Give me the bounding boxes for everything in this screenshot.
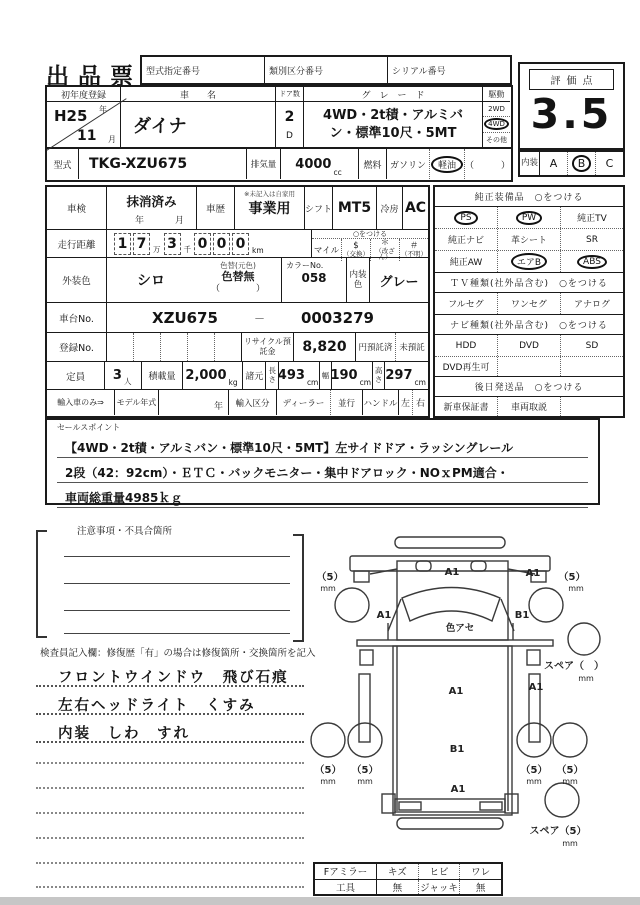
reg-year: H25: [54, 107, 88, 125]
mark-body-lower: B1: [449, 744, 465, 755]
ship-manual: 車両取説: [498, 397, 561, 416]
tread-unit: mm: [320, 584, 336, 593]
equip-ps: [435, 207, 498, 228]
equip-airbag: [498, 251, 561, 272]
capacity-row: [47, 362, 428, 390]
exterior-color-row: [47, 258, 428, 303]
mark-left-door: A1: [376, 610, 392, 621]
mark-body-rear: A1: [450, 784, 466, 795]
height-number: 297: [385, 368, 413, 383]
equip-aw-mark: 純正AW: [449, 258, 483, 268]
chassis-value: [107, 303, 428, 332]
tread-rear-right-inner: （5）: [520, 765, 548, 776]
header-number-strip: [140, 55, 512, 85]
interior-grade-b: [568, 152, 596, 175]
jack-value: 無: [475, 882, 486, 894]
capacity-number: 3: [112, 368, 122, 383]
equipment-panel: [433, 185, 625, 418]
equip-abs-mark: ABS: [577, 255, 607, 269]
mirror-crack: ヒビ: [419, 864, 461, 879]
chassis-prefix: XZU675: [152, 308, 218, 327]
recolor-label: 色替(元色): [220, 261, 256, 270]
handle-right: 右: [415, 399, 425, 409]
height-label: 高さ: [373, 362, 386, 389]
drive-label: 駆動: [483, 87, 510, 102]
equip-leather: [498, 229, 561, 250]
navi-sd: SD: [585, 340, 599, 351]
rear-tire-left-inner: [348, 723, 382, 757]
grade-label: グ レ ー ド: [304, 87, 482, 102]
tread-unit: mm: [578, 674, 594, 683]
load-label: 積載量: [142, 362, 183, 389]
drive-option-4wd: [483, 117, 510, 132]
reg-year-unit: 年: [99, 105, 107, 114]
mark-body-upper: A1: [448, 686, 464, 697]
handle-label: ハンドル: [363, 390, 399, 415]
reg-month-unit: 月: [108, 135, 116, 144]
sales-line-1: 【4WD・2t積・アルミバン・標準10尺・5MT】左サイドドア・ラッシングレール: [57, 433, 588, 458]
shaken-row: [47, 187, 428, 230]
equip-aw: [435, 251, 498, 272]
capacity-unit: 人: [123, 377, 132, 386]
fuel-gasoline: ガソリン: [389, 160, 426, 171]
vehicle-detail-table: [45, 185, 430, 418]
interior-color-label: 内装色: [347, 258, 370, 302]
ship-warranty-book: 新車保証書: [435, 397, 498, 416]
note-line: [64, 556, 290, 557]
displacement-unit: cc: [333, 168, 342, 177]
tread-unit: mm: [357, 777, 373, 786]
tread-rear-left-inner: （5）: [351, 765, 379, 776]
note-line: [64, 633, 290, 634]
rear-lamp-left: [399, 802, 421, 810]
shift-value: MT5: [333, 187, 377, 229]
rear-tire-left-outer: [311, 723, 345, 757]
evaluation-score-box: [518, 62, 625, 150]
inspector-label: 検査員記入欄：修復歴「有」の場合は修復箇所・交換箇所を記入: [40, 648, 316, 659]
shift-label: シフト: [305, 187, 333, 229]
empty-cell: [498, 357, 561, 376]
door-suffix: D: [286, 130, 293, 141]
sales-line-2: 2段（42：92cm）・ＥＴＣ・バックモニター・集中ドアロック・NOｘPM適合・: [57, 458, 588, 483]
front-tire-left: [335, 588, 369, 622]
windshield: [402, 588, 500, 622]
mark-front-panel: A1: [444, 567, 460, 578]
equip-navi: [435, 229, 498, 250]
sales-points-box: [45, 418, 600, 505]
recycle-unpaid: 未預託: [399, 343, 425, 353]
mark-header: ○をつける: [312, 230, 428, 239]
sheet-title: 出品票: [46, 64, 142, 90]
width-unit: cm: [359, 378, 372, 387]
shaken-status: 抹消済み: [126, 194, 177, 209]
handle-left: 左: [399, 390, 413, 415]
man-unit: 万: [153, 245, 161, 254]
mileage-value: [107, 230, 312, 257]
drive-option-other: [483, 133, 510, 147]
equip-pw: [498, 207, 561, 228]
mark-sym: ＃: [409, 241, 419, 252]
note-line: [64, 583, 290, 584]
recycle-label: リサイクル預託金: [242, 333, 294, 361]
drive-4wd: 4WD: [484, 118, 509, 130]
tv-type-title: ＴＶ種類(社外品含む) ○をつける: [435, 273, 623, 293]
tools-label: 工具: [315, 880, 377, 895]
mark-windshield-fade: 色アセ: [445, 623, 475, 634]
height-unit: cm: [414, 378, 426, 387]
model-code-label: 型式: [47, 149, 79, 179]
jack-label: ジャッキ: [419, 880, 461, 895]
history-value: [235, 187, 305, 229]
import-parallel: 並行: [331, 390, 363, 415]
load-value: [183, 362, 243, 389]
equip-ps-mark: PS: [454, 211, 477, 225]
mark-note: （交換）: [343, 249, 369, 258]
rear-lamp-right: [480, 802, 502, 810]
blank-line: [36, 812, 304, 814]
tread-front-left: （5）: [316, 572, 344, 583]
vehicle-name-value: ダイナ: [133, 115, 187, 137]
vehicle-main-table: [45, 85, 513, 182]
length-unit: cm: [306, 378, 319, 387]
equip-sr-mark: SR: [586, 234, 598, 245]
shaken-year-unit: 年: [135, 216, 145, 226]
odometer-digit: 0: [194, 233, 211, 255]
width-label: 幅: [320, 362, 332, 389]
door-count-value: [276, 102, 303, 147]
grade-b: B: [572, 155, 592, 172]
stake-pocket-right: [527, 650, 540, 665]
field-serial-no: [388, 57, 510, 83]
registration-label: 登録No.: [47, 333, 107, 361]
vehicle-name-cell: [121, 87, 276, 147]
tread-unit: mm: [568, 584, 584, 593]
model-year-value: [159, 390, 229, 415]
evaluation-score-value: 3.5: [530, 90, 613, 138]
drive-type-cell: [483, 87, 510, 147]
registration-blanks: [107, 333, 242, 361]
length-label: 長さ: [266, 362, 279, 389]
dvd-playable: DVD再生可: [435, 357, 498, 376]
recycle-paid: 円預託済: [356, 333, 396, 361]
mark-note: （改ざん）: [375, 246, 395, 261]
fuel-label: 燃料: [359, 149, 387, 179]
door-count: 2: [284, 108, 295, 125]
front-tire-right: [529, 588, 563, 622]
grade-a: A: [549, 157, 558, 170]
notes-title: 注意事項・不具合箇所: [72, 523, 177, 537]
field-label: シリアル番号: [392, 67, 446, 77]
cab-corner-left: [416, 561, 431, 571]
model-year-unit: 年: [213, 402, 223, 412]
blank-line: [36, 862, 304, 864]
empty-cell: [561, 357, 623, 376]
load-unit: kg: [228, 378, 238, 387]
mile-label: マイル: [312, 239, 342, 261]
stake-pocket-left: [360, 650, 373, 665]
equip-sr: [561, 229, 623, 250]
mark-rail-right: A1: [528, 682, 544, 693]
interior-color-value: グレー: [379, 274, 419, 290]
drive-2wd: 2WD: [488, 105, 505, 114]
equip-tv: [561, 207, 623, 228]
registration-row: [47, 333, 428, 362]
recolor-value: 色替無: [221, 270, 255, 284]
shaken-label: 車検: [47, 187, 107, 229]
mileage-marks: [312, 230, 428, 261]
first-registration-label: 初年度登録: [47, 87, 120, 102]
sen-unit: 千: [183, 245, 191, 254]
displacement-number: 4000: [295, 156, 332, 172]
bed-front-edge: [357, 640, 553, 646]
exterior-color: シロ: [137, 273, 165, 289]
aircon-label: 冷房: [377, 187, 403, 229]
fuel-option-diesel: [430, 149, 465, 179]
fuel-other: （ ）: [465, 160, 511, 171]
model-year-label: モデル年式: [115, 390, 159, 415]
navi-type-title: ナビ種類(社外品含む) ○をつける: [435, 315, 623, 335]
displacement-value: [281, 149, 359, 179]
tread-front-right: （5）: [558, 572, 586, 583]
blank-line: [36, 762, 304, 764]
cab-corner-right: [471, 561, 486, 571]
inspector-entry-2: 左右ヘッドライト くすみ: [36, 687, 304, 715]
exterior-color-label: 外装色: [47, 258, 107, 302]
bracket-left: [36, 530, 47, 638]
history-note: ※未記入は自家用: [244, 190, 295, 198]
load-number: 2,000: [185, 368, 227, 383]
evaluation-score-label: 評価点: [529, 69, 614, 90]
door-count-cell: [276, 87, 304, 147]
rear-tire-right-outer: [553, 723, 587, 757]
spare-tire-top: [568, 623, 600, 655]
shaken-value: [107, 187, 197, 229]
width-number: 190: [330, 368, 358, 383]
grade-value: 4WD・2t積・アルミバン・標準10尺・5MT: [323, 107, 463, 141]
history-type: 事業用: [248, 201, 291, 217]
first-registration-value: [47, 102, 120, 147]
sales-points-label: セールスポイント: [57, 423, 121, 432]
field-model-designation-no: [142, 57, 265, 83]
mirror-scratch: キズ: [377, 864, 419, 879]
displacement-label: 排気量: [247, 149, 281, 179]
odometer-digit: 0: [232, 233, 249, 255]
color-no-value: 058: [301, 271, 327, 285]
recolor-paren: （ ）: [210, 284, 265, 295]
interior-grade-label: 内装: [520, 152, 540, 175]
inspector-entry-1: フロントウインドウ 飛び石痕: [36, 659, 304, 687]
rear-tire-right-inner: [517, 723, 551, 757]
tools-value: 無: [377, 880, 419, 895]
notes-box: [36, 526, 304, 638]
height-value: [385, 362, 428, 389]
vehicle-name-label: 車 名: [121, 87, 275, 102]
color-no-label: カラーNo.: [286, 261, 324, 270]
note-line: [64, 610, 290, 611]
blank-line: [36, 837, 304, 839]
equip-pw-mark: PW: [516, 211, 542, 225]
front-mirror-label: Fアミラー: [315, 864, 377, 879]
inspector-entries: [36, 659, 304, 743]
odometer-digit: 1: [114, 233, 131, 255]
spare-top-label: スペア（ ）: [544, 661, 604, 672]
mirror-break: ワレ: [471, 867, 491, 879]
blank-line: [36, 787, 304, 789]
mark-sym: ＊: [380, 238, 390, 248]
width-value: [332, 362, 373, 389]
recycle-value: 8,820: [294, 333, 356, 361]
mirror-tool-table: [313, 862, 503, 896]
tread-unit: mm: [526, 777, 542, 786]
empty-cell: [561, 397, 623, 416]
tread-unit: mm: [320, 777, 336, 786]
interior-grade-a: [540, 152, 568, 175]
vehicle-damage-diagram: [300, 528, 640, 868]
mileage-row: [47, 230, 428, 261]
tv-fullseg: フルセグ: [435, 293, 498, 314]
spare-tire-bottom: [545, 783, 579, 817]
scan-footer-band: [0, 897, 640, 905]
km-unit: km: [252, 246, 264, 255]
bumper-end-left: [354, 571, 369, 582]
fuel-diesel: 軽油: [431, 156, 463, 173]
first-registration-cell: [47, 87, 121, 147]
field-class-division-no: [265, 57, 388, 83]
equip-tv-mark: 純正TV: [577, 214, 607, 224]
tv-oneseg: ワンセグ: [498, 293, 561, 314]
mark-note: （不明）: [401, 249, 427, 258]
tread-unit: mm: [562, 777, 578, 786]
spare-bottom-label: スペア（5）: [529, 826, 587, 837]
grade-c: C: [605, 157, 614, 170]
aircon-value: AC: [404, 200, 427, 216]
history-label: 車歴: [197, 187, 235, 229]
drive-other: その他: [486, 135, 507, 144]
equip-leather-mark: 革シート: [510, 236, 547, 246]
tread-rear-left-outer: （5）: [314, 765, 342, 776]
inspector-entry-3: 内装 しわ すれ: [36, 715, 304, 743]
import-dealer: ディーラー: [277, 390, 331, 415]
mark-right-door: B1: [514, 610, 530, 621]
sales-line-3: 車両総重量4985ｋｇ: [57, 483, 588, 508]
chassis-serial: 0003279: [300, 308, 374, 327]
interior-grade-box: [518, 150, 625, 177]
capacity-label: 定員: [47, 362, 105, 389]
field-label: 型式指定番号: [146, 67, 201, 77]
equip-airbag-mark: エアB: [511, 253, 547, 270]
length-number: 493: [277, 368, 305, 383]
odometer-digit: 0: [213, 233, 230, 255]
import-type-label: 輸入区分: [229, 390, 277, 415]
interior-grade-c: [596, 152, 623, 175]
reg-month: 11: [77, 128, 97, 144]
chassis-label: 車台No.: [47, 303, 107, 332]
exterior-color-value: [107, 258, 282, 302]
door-count-label: ドア数: [276, 87, 303, 102]
field-label: 類別区分番号: [269, 67, 324, 77]
shaken-month-unit: 月: [174, 216, 184, 226]
tread-rear-right-outer: （5）: [556, 765, 584, 776]
chassis-row: [47, 303, 428, 333]
cab-roof-bar: [395, 537, 505, 548]
drive-option-2wd: [483, 102, 510, 117]
rear-bumper: [397, 818, 503, 829]
side-rail-left: [359, 674, 370, 742]
tv-analog: アナログ: [573, 300, 610, 310]
capacity-value: [105, 362, 142, 389]
mark-right-front: A1: [525, 568, 541, 579]
mileage-label: 走行距離: [47, 230, 107, 257]
grade-cell: [304, 87, 483, 147]
equipment-title: 純正装備品 ○をつける: [435, 187, 623, 207]
color-no-cell: [282, 258, 347, 302]
recolor-cell: [195, 258, 281, 302]
ship-later-title: 後日発送品 ○をつける: [435, 377, 623, 397]
fuel-option-gasoline: [387, 149, 430, 179]
length-value: [279, 362, 320, 389]
equip-navi-mark: 純正ナビ: [447, 236, 484, 246]
model-code-value: TKG-XZU675: [79, 149, 247, 179]
import-label: 輸入車のみ⇒: [47, 390, 115, 415]
navi-dvd: DVD: [498, 335, 561, 356]
dims-label: 諸元: [243, 362, 266, 389]
blank-line: [36, 886, 304, 888]
mark-sym: $: [353, 241, 359, 252]
navi-hdd: HDD: [435, 335, 498, 356]
chassis-dash: －: [253, 311, 265, 325]
odometer-digit: 3: [164, 233, 181, 255]
equip-abs: [561, 251, 623, 272]
odometer-digit: 7: [133, 233, 150, 255]
import-row: [47, 390, 428, 415]
tread-unit: mm: [562, 839, 578, 848]
